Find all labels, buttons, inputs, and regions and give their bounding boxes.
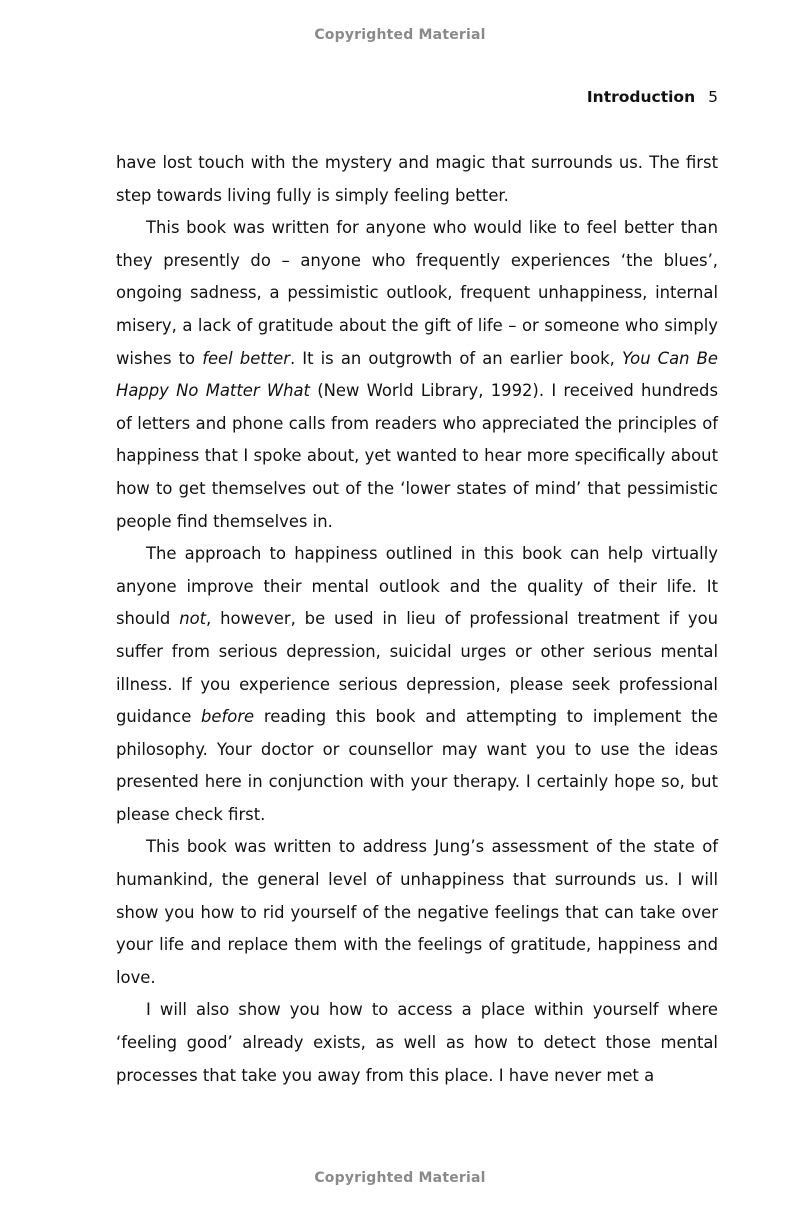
text-span: I will also show you how to access a place within yourself where ‘feeling good’ already exists, as well as how to detect those mental processes that take you away from this place. I have never met a <box>116 1000 718 1085</box>
book-title-text: You Can Be Happy No Matter What <box>116 348 718 401</box>
paragraph <box>116 212 718 538</box>
text-span: reading this book and attempting to implement the philosophy. Your doctor or counsellor may want you to use the ideas presented here in conjunction with your therapy. I certainly hope so, but please check first. <box>116 707 718 824</box>
body-text <box>116 147 718 1092</box>
paragraph <box>116 538 718 831</box>
text-span: This book was written to address Jung’s assessment of the state of humankind, the general level of unhappiness that surrounds us. I will show you how to rid yourself of the negative feelings that can take over your life and replace them with the feelings of gratitude, happiness and love. <box>116 837 718 987</box>
watermark-top: Copyrighted Material <box>314 27 486 43</box>
text-span: have lost touch with the mystery and magic that surrounds us. The first step towards living fully is simply feeling better. <box>116 153 718 205</box>
page-number: 5 <box>708 88 718 106</box>
text-span: The approach to happiness outlined in this book can help virtually anyone improve their mental outlook and the quality of their life. It should <box>116 544 718 629</box>
text-span: (New World Library, 1992). I received hundreds of letters and phone calls from readers who appreciated the principles of happiness that I spoke about, yet wanted to hear more specifically about how to get themselves out of the ‘lower states of mind’ that pessimistic people find themselves in. <box>116 381 718 531</box>
text-span: This book was written for anyone who would like to feel better than they presently do – anyone who frequently experiences ‘the blues’, ongoing sadness, a pessimistic outlook, frequent unhappiness, internal misery, a lack of gratitude about the gift of life – or someone who simply wishes to <box>116 218 718 368</box>
emphasis-text: feel better <box>202 348 290 368</box>
chapter-title: Introduction <box>586 88 696 106</box>
running-head <box>587 88 718 106</box>
text-span: . It is an outgrowth of an earlier book, <box>289 348 622 368</box>
text-span: , however, be used in lieu of professional treatment if you suffer from serious depression, suicidal urges or other serious mental illness. If you experience serious depression, please seek professional guidance <box>116 609 719 727</box>
paragraph <box>116 994 718 1092</box>
paragraph <box>116 147 718 212</box>
watermark-bottom: Copyrighted Material <box>314 1170 486 1186</box>
emphasis-text: before <box>201 707 255 727</box>
emphasis-text: not <box>179 609 207 629</box>
paragraph <box>116 831 718 994</box>
